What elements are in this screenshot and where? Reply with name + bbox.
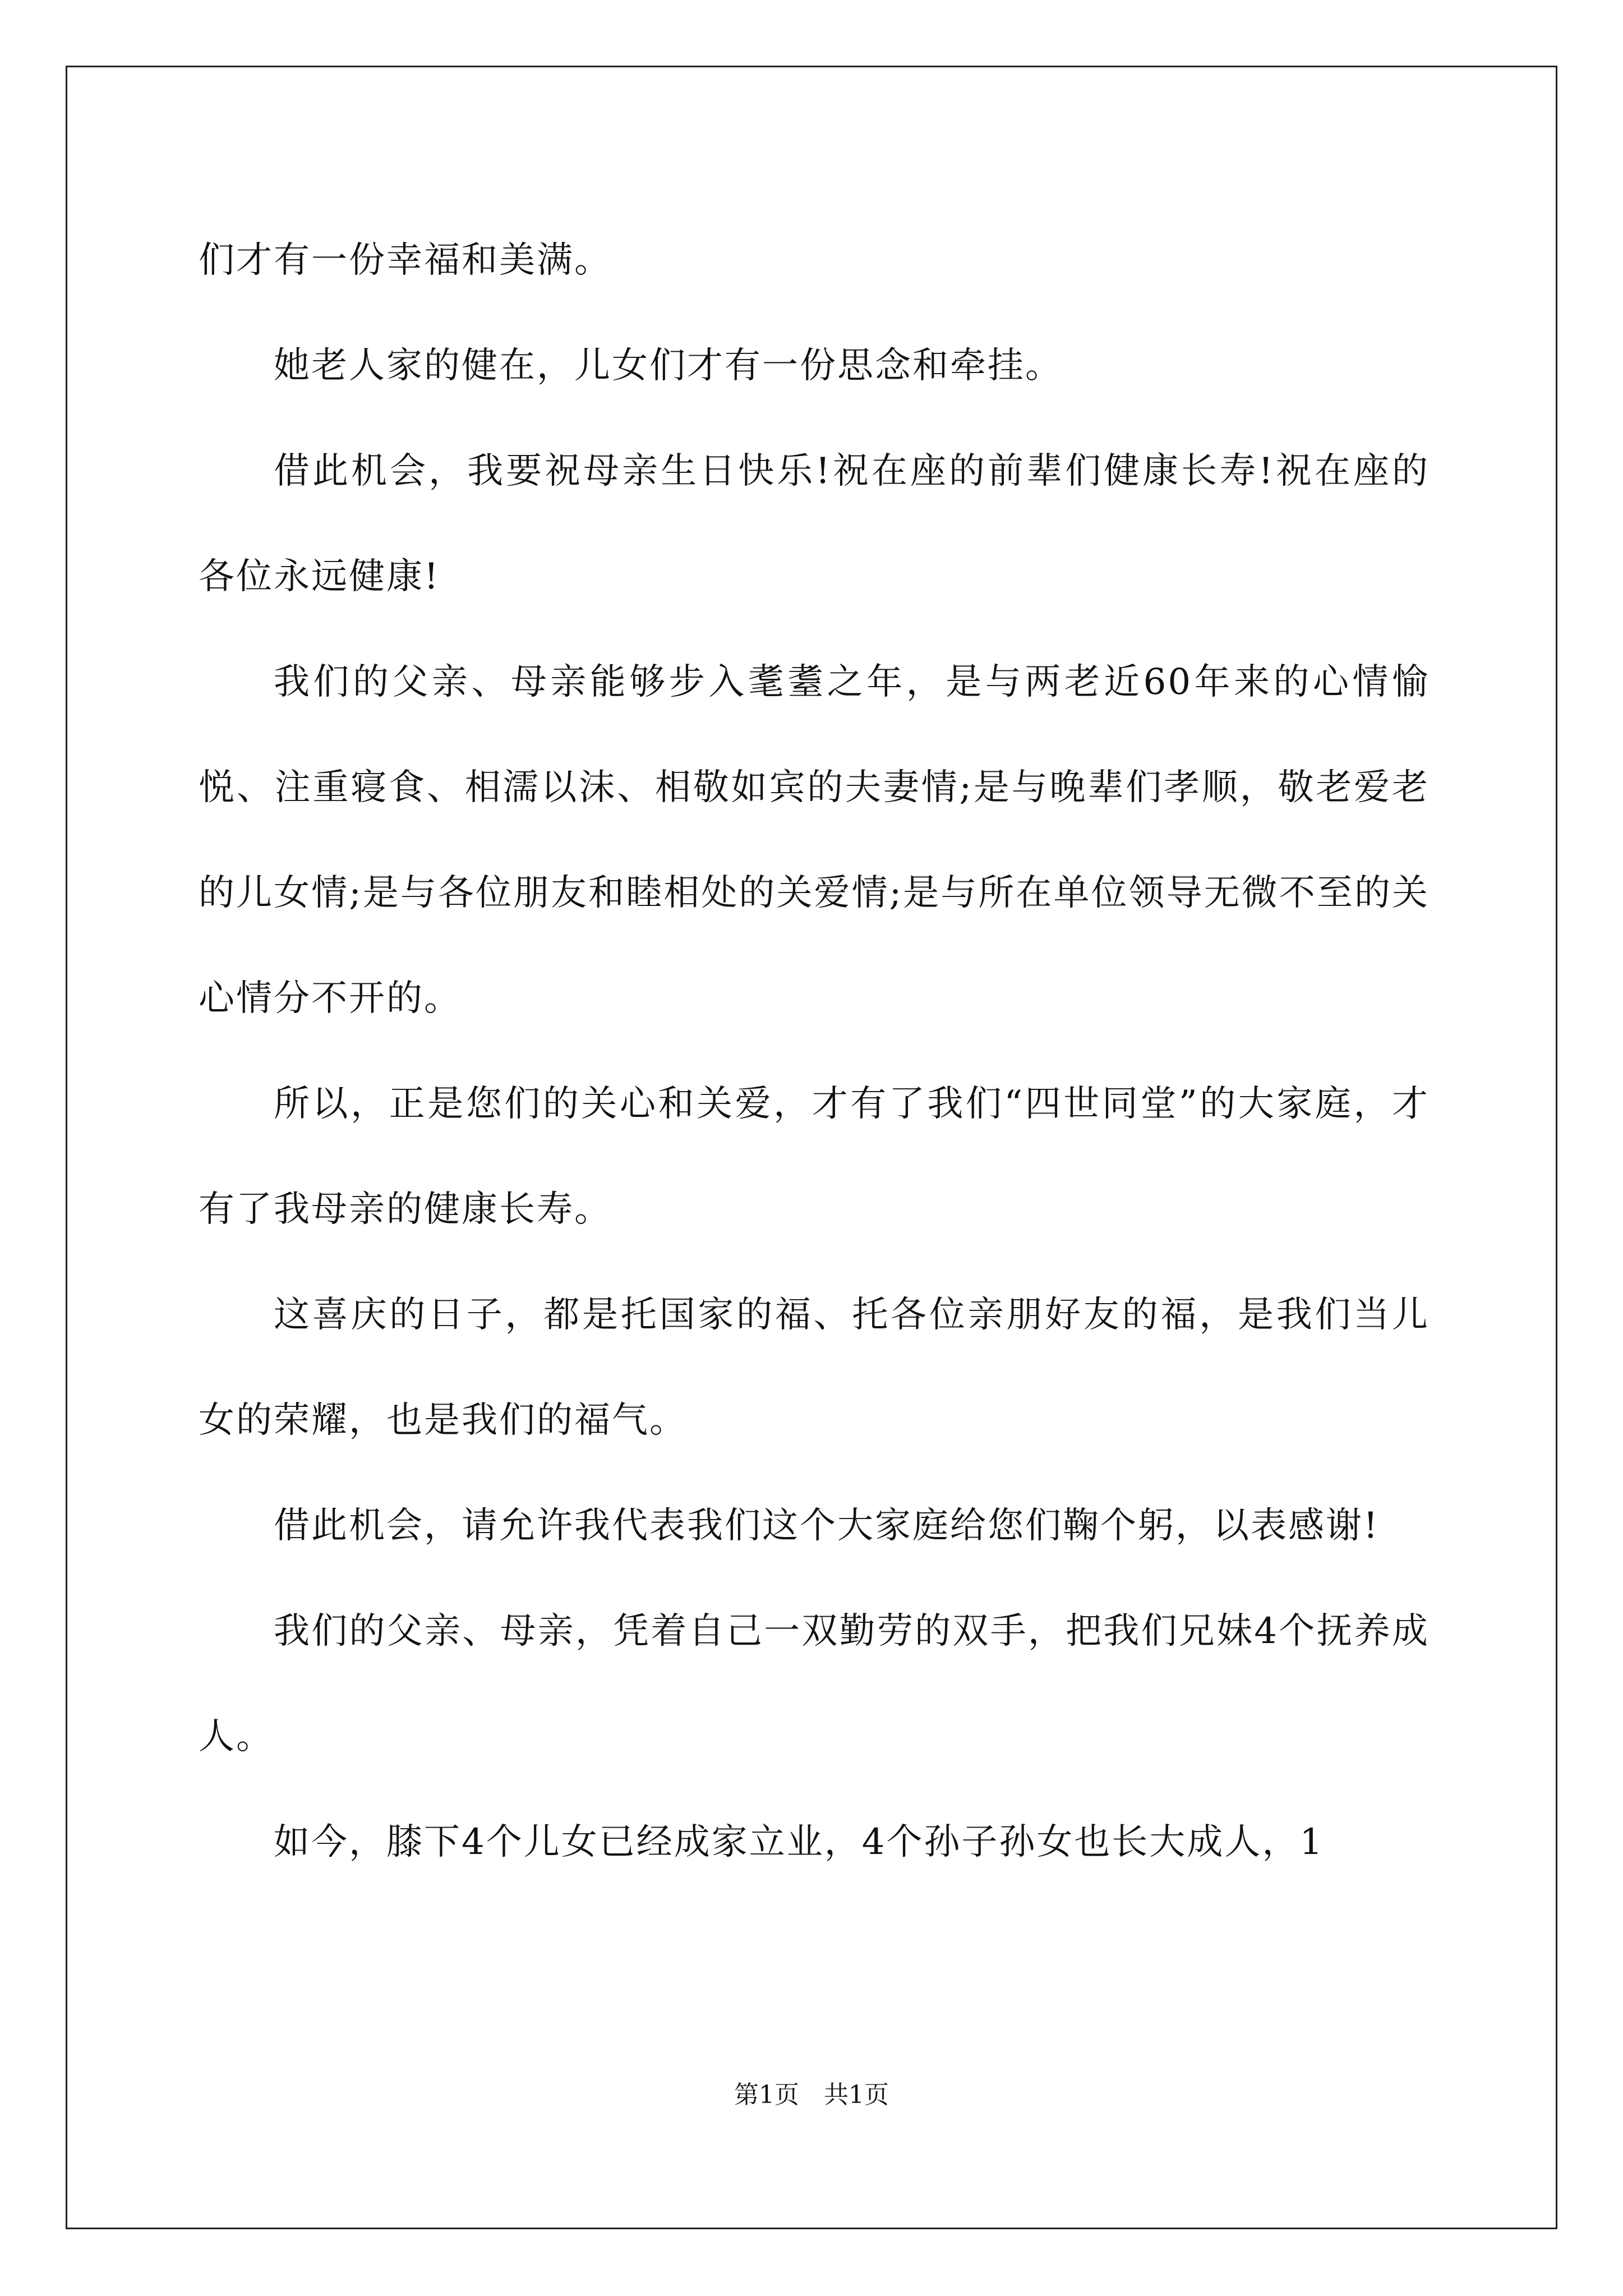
- page-number: 第1页: [734, 2081, 799, 2109]
- document-body: [199, 208, 1430, 1895]
- paragraph-9: 如今，膝下4个儿女已经成家立业，4个孙子孙女也长大成人，1: [274, 1821, 1325, 1863]
- paragraph-7: 借此机会，请允许我代表我们这个大家庭给您们鞠个躬，以表感谢!: [274, 1505, 1380, 1547]
- paragraph-4: 我们的父亲、母亲能够步入耄耋之年，是与两老近60年来的心情愉悦、注重寝食、相濡以沫、相敬如宾的夫妻情;是与晚辈们孝顺，敬老爱老的儿女情;是与各位朋友和睦相处的关爱情;是与所在单位领导无微不至的关心情分不开的。: [199, 661, 1430, 1019]
- paragraph-6: 这喜庆的日子，都是托国家的福、托各位亲朋好友的福，是我们当儿女的荣耀，也是我们的福气。: [199, 1294, 1430, 1441]
- page-total: 共1页: [824, 2081, 889, 2109]
- paragraph-8: 我们的父亲、母亲，凭着自己一双勤劳的双手，把我们兄妹4个抚养成人。: [199, 1611, 1430, 1757]
- paragraph-1: 们才有一份幸福和美满。: [199, 240, 612, 281]
- paragraph-2: 她老人家的健在，儿女们才有一份思念和牵挂。: [274, 345, 1063, 386]
- paragraph-5: 所以，正是您们的关心和关爱，才有了我们“四世同堂”的大家庭，才有了我母亲的健康长寿。: [199, 1083, 1430, 1230]
- page-footer: [0, 2078, 1623, 2112]
- paragraph-3: 借此机会，我要祝母亲生日快乐!祝在座的前辈们健康长寿!祝在座的各位永远健康!: [199, 450, 1430, 597]
